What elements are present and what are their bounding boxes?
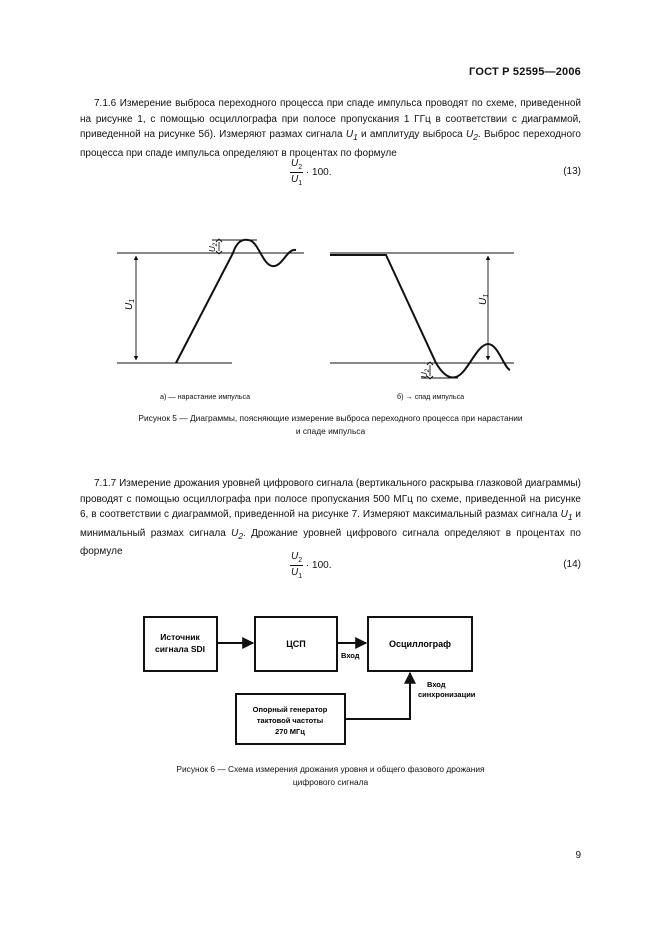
box-generator-line2: тактовой частоты	[256, 716, 324, 725]
symbol-u2: $U_2$	[231, 527, 244, 541]
standard-header: ГОСТ Р 52595—2006	[469, 66, 581, 78]
box-generator-line1: Опорный генератор	[252, 705, 328, 714]
diagram-b-u1-label: $U_1$	[478, 293, 490, 305]
figure-6-caption: Рисунок 6 — Схема измерения дрожания уровня и общего фазового дрожания цифрового сигнала	[176, 764, 485, 787]
section-7-1-6-text-a: 7.1.6 Измерение выброса переходного процесса при спаде импульса проводят по схеме, приведенной на рисунке 1, с помощью осциллографа при полосе пропускания 1 ГГц в соответствии с диаграммой, приведенной на рисунке 5б). Измеряют размах сигнала	[80, 98, 581, 140]
figure-5-label-b: б) → спад импульса	[397, 392, 465, 401]
box-generator-line3: 270 МГц	[275, 727, 305, 736]
symbol-u2: $U_2$	[465, 129, 478, 142]
diagram-a-u1-label: $U_1$	[124, 298, 136, 310]
page-number: 9	[575, 850, 581, 861]
label-sync-line2: синхронизации	[418, 690, 476, 699]
label-sync-line1: Вход	[427, 680, 446, 689]
box-scope-label: Осциллограф	[388, 639, 452, 649]
formula-13-fraction: $\frac{U_2}{U_1}$	[291, 158, 303, 187]
label-input: Вход	[341, 651, 360, 660]
arrow-generator-to-scope	[345, 673, 410, 719]
formula-14-fraction: $\frac{U_2}{U_1}$	[291, 551, 303, 580]
formula-14-number: (14)	[563, 559, 581, 570]
section-7-1-7-text-c: . Дрожание уровней цифрового сигнала определяют в процентах по формуле	[80, 527, 581, 557]
diagram-a-u2-label: $U_2$	[208, 242, 219, 252]
formula-13-number: (13)	[563, 166, 581, 177]
section-7-1-7-text-b: и минимальный размах сигнала	[80, 509, 581, 539]
section-7-1-7-text-a: 7.1.7 Измерение дрожания уровней цифрового сигнала (вертикального раскрыва глазковой диаграммы) проводят с помощью осциллографа при полосе пропускания 500 МГц по схеме, приведенной на рисунке 6, в соответствии с диаграммой, приведенной на рисунке 7. Измеряют максимальный размах сигнала	[80, 478, 581, 520]
box-dac-label: ЦСП	[286, 639, 306, 649]
section-7-1-6-text-b: и амплитуду выброса	[357, 129, 466, 140]
symbol-u1: $U_1$	[345, 129, 358, 142]
symbol-u1: $U_1$	[560, 509, 573, 522]
formula-13-factor: · 100.	[305, 167, 332, 179]
figure-5-label-a: а) — нарастание импульса	[160, 392, 251, 401]
box-source-line2: сигнала SDI	[154, 644, 206, 654]
figure-5-caption: Рисунок 5 — Диаграммы, поясняющие измерение выброса переходного процесса при нарастании и спаде импульса	[138, 413, 523, 436]
section-7-1-6-text-c: . Выброс переходного процесса при спаде импульса определяют в процентах по формуле	[80, 129, 581, 159]
diagram-b-u2-label: $U_2$	[420, 368, 431, 378]
box-source-line1: Источник	[160, 632, 200, 642]
formula-14-factor: · 100.	[305, 560, 332, 572]
